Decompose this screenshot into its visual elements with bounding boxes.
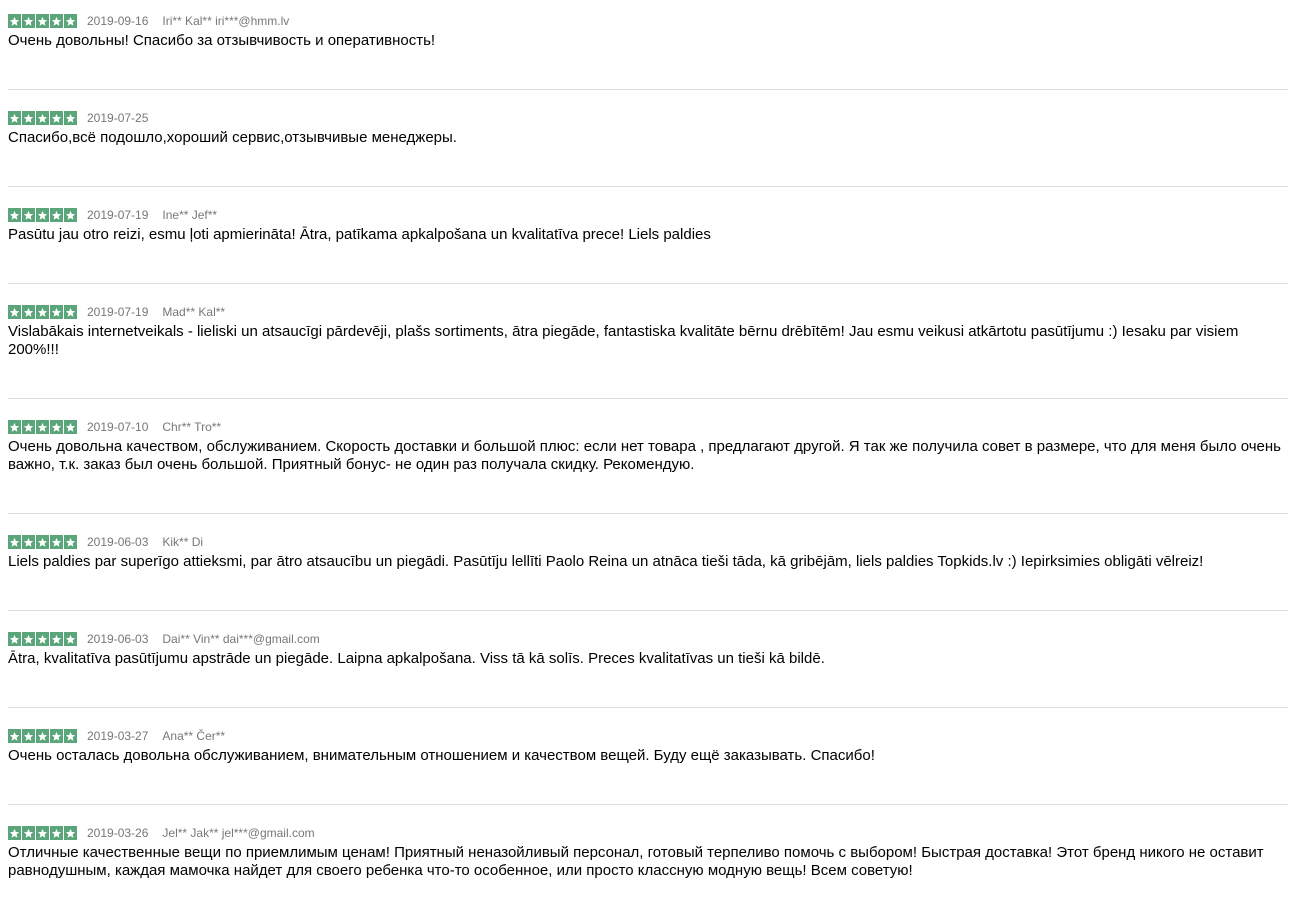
- review-text: Спасибо,всё подошло,хороший сервис,отзывчивые менеджеры.: [8, 129, 457, 146]
- review-meta: [8, 207, 217, 223]
- review-author: Kik** Di: [162, 535, 204, 549]
- star-icon: [22, 729, 35, 743]
- review-item: [8, 419, 1288, 514]
- star-icon: [8, 305, 21, 319]
- review-date: 2019-07-19: [87, 305, 149, 319]
- review-author: Dai** Vin** dai***@gmail.com: [162, 632, 320, 646]
- star-icon: [64, 420, 77, 434]
- review-date: 2019-06-03: [87, 632, 149, 646]
- star-icon: [64, 826, 77, 840]
- review-item: [8, 13, 1288, 90]
- star-icon: [36, 305, 49, 319]
- review-rating: [8, 305, 77, 319]
- star-icon: [64, 14, 77, 28]
- star-icon: [36, 632, 49, 646]
- review-item: [8, 534, 1288, 611]
- review-author: Chr** Tro**: [162, 420, 222, 434]
- star-icon: [64, 535, 77, 549]
- review-text: Очень осталась довольна обслуживанием, внимательным отношением и качеством вещей. Буду ещё заказывать. Спасибо!: [8, 747, 875, 764]
- review-meta: [8, 728, 225, 744]
- star-icon: [64, 208, 77, 222]
- star-icon: [50, 632, 63, 646]
- star-icon: [8, 826, 21, 840]
- star-icon: [22, 305, 35, 319]
- review-rating: [8, 111, 77, 125]
- review-text: Очень довольна качеством, обслуживанием. Скорость доставки и большой плюс: если нет товара , предлагают другой. Я так же получила совет в размере, что для меня было очень важно, т.к. заказ был очень большой. Приятный бонус- не один раз получала скидку. Рекомендую.: [8, 438, 1281, 473]
- review-date: 2019-03-27: [87, 729, 149, 743]
- review-meta: [8, 304, 225, 320]
- star-icon: [36, 826, 49, 840]
- review-rating: [8, 208, 77, 222]
- star-icon: [64, 111, 77, 125]
- star-icon: [8, 535, 21, 549]
- star-icon: [36, 729, 49, 743]
- review-author: Iri** Kal** iri***@hmm.lv: [162, 14, 290, 28]
- star-icon: [50, 420, 63, 434]
- star-icon: [22, 14, 35, 28]
- review-author: Ine** Jef**: [162, 208, 218, 222]
- star-icon: [8, 729, 21, 743]
- review-text: Ātra, kvalitatīva pasūtījumu apstrāde un piegāde. Laipna apkalpošana. Viss tā kā solīs. Preces kvalitatīvas un tieši kā bildē.: [8, 650, 825, 667]
- star-icon: [50, 729, 63, 743]
- star-icon: [36, 535, 49, 549]
- star-icon: [22, 208, 35, 222]
- star-icon: [50, 535, 63, 549]
- review-meta: [8, 631, 320, 647]
- review-date: 2019-07-25: [87, 111, 149, 125]
- review-rating: [8, 535, 77, 549]
- star-icon: [8, 14, 21, 28]
- star-icon: [8, 208, 21, 222]
- review-text: Очень довольны! Спасибо за отзывчивость и оперативность!: [8, 32, 436, 49]
- review-text: Liels paldies par superīgo attieksmi, par ātro atsaucību un piegādi. Pasūtīju lellīti Paolo Reina un atnāca tieši tāda, kā gribējām, liels paldies Topkids.lv :) Iepirksimies obligāti vēlreiz!: [8, 553, 1204, 570]
- star-icon: [36, 208, 49, 222]
- star-icon: [50, 208, 63, 222]
- review-rating: [8, 826, 77, 840]
- star-icon: [50, 305, 63, 319]
- review-item: [8, 207, 1288, 284]
- review-rating: [8, 632, 77, 646]
- review-item: [8, 110, 1288, 187]
- review-item: [8, 728, 1288, 805]
- review-date: 2019-03-26: [87, 826, 149, 840]
- review-date: 2019-07-19: [87, 208, 149, 222]
- review-text: Отличные качественные вещи по приемлимым ценам! Приятный неназойливый персонал, готовый терпеливо помочь с выбором! Быстрая доставка! Этот бренд никого не оставит равнодушным, каждая мамочка найдет для своего ребенка что-то особенное, или просто классную модную вещь! Всем советую!: [8, 844, 1264, 879]
- review-meta: [8, 419, 221, 435]
- star-icon: [50, 14, 63, 28]
- review-author: Mad** Kal**: [162, 305, 226, 319]
- review-item: [8, 825, 1288, 903]
- review-meta: [8, 13, 289, 29]
- star-icon: [50, 826, 63, 840]
- star-icon: [36, 420, 49, 434]
- star-icon: [64, 632, 77, 646]
- star-icon: [8, 420, 21, 434]
- review-rating: [8, 729, 77, 743]
- review-text: Vislabākais internetveikals - lieliski un atsaucīgi pārdevēji, plašs sortiments, ātra piegāde, fantastiska kvalitāte bērnu drēbītēm! Jau esmu veikusi atkārtotu pasūtījumu :) Iesaku par visiem 200%!!!: [8, 323, 1239, 358]
- review-meta: [8, 534, 203, 550]
- star-icon: [64, 729, 77, 743]
- star-icon: [36, 111, 49, 125]
- review-date: 2019-07-10: [87, 420, 149, 434]
- review-item: [8, 631, 1288, 708]
- star-icon: [22, 535, 35, 549]
- star-icon: [22, 632, 35, 646]
- review-date: 2019-06-03: [87, 535, 149, 549]
- star-icon: [22, 420, 35, 434]
- review-meta: [8, 110, 148, 126]
- review-rating: [8, 14, 77, 28]
- review-author: Ana** Čer**: [162, 729, 226, 743]
- star-icon: [64, 305, 77, 319]
- star-icon: [8, 111, 21, 125]
- star-icon: [50, 111, 63, 125]
- review-item: [8, 304, 1288, 399]
- star-icon: [22, 111, 35, 125]
- star-icon: [36, 14, 49, 28]
- review-rating: [8, 420, 77, 434]
- review-author: Jel** Jak** jel***@gmail.com: [162, 826, 315, 840]
- review-meta: [8, 825, 315, 841]
- star-icon: [22, 826, 35, 840]
- review-text: Pasūtu jau otro reizi, esmu ļoti apmierināta! Ātra, patīkama apkalpošana un kvalitatīva prece! Liels paldies: [8, 226, 711, 243]
- review-date: 2019-09-16: [87, 14, 149, 28]
- star-icon: [8, 632, 21, 646]
